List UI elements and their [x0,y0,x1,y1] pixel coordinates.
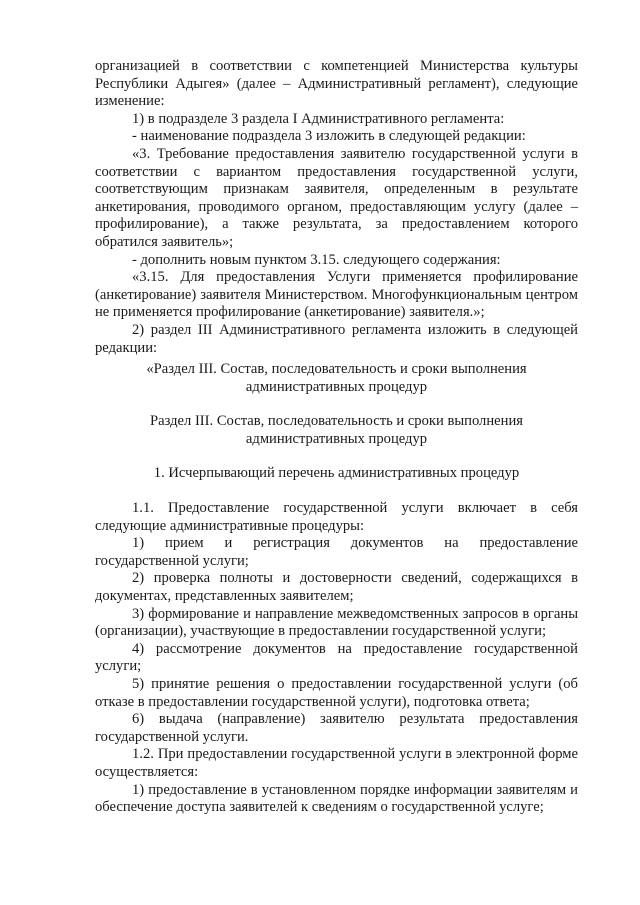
bottom-paragraphs [95,500,578,817]
list-item: 2) проверка полноты и достоверности сведений, содержащихся в документах, представленных заявителем; [95,570,578,605]
list-item: 5) принятие решения о предоставлении государственной услуги (об отказе в предоставлении государственной услуги), подготовка ответа; [95,676,578,710]
paragraph: 1) в подразделе 3 раздела I Административного регламента: [132,110,505,127]
subsection-heading: 1. Исчерпывающий перечень административных процедур [153,465,520,482]
paragraph: 1.2. При предоставлении государственной услуги в электронной форме осуществляется: [95,746,578,780]
paragraph: - дополнить новым пунктом 3.15. следующего содержания: [132,251,501,268]
top-paragraphs [95,58,578,357]
list-item: 1) прием и регистрация документов на предоставление государственной услуги; [95,535,578,569]
paragraph: организацией в соответствии с компетенцией Министерства культуры Республики Адыгея» (далее – Административный регламент), следующие изменение: [95,58,578,110]
paragraph: «3.15. Для предоставления Услуги применяется профилирование (анкетирование) заявителя Министерством. Многофункциональным центром не применяется профилирование (анкетирование) заявителя.»; [95,269,578,321]
paragraph: 2) раздел III Административного регламента изложить в следующей редакции: [95,321,578,356]
paragraph: «3. Требование предоставления заявителю государственной услуги в соответствии с вариантом предоставления государственной услуги, соответствующим признакам заявителя, определенным в результате анкетирования, проводимого органом, предоставляющим услугу (далее – профилирование), а также результата, за предоставлением которого обратился заявитель»; [95,145,578,250]
list-item: 6) выдача (направление) заявителю результата предоставления государственной услуги. [95,711,578,745]
list-item: 4) рассмотрение документов на предоставление государственной услуги; [95,640,578,675]
paragraph: 1.1. Предоставление государственной услуги включает в себя следующие административные процедуры: [95,500,578,534]
list-item: 1) предоставление в установленном порядке информации заявителям и обеспечение доступа заявителей к сведениям о государственной услуге; [95,781,578,816]
quoted-section-heading: «Раздел III. Состав, последовательность и сроки выполнения административных процедур [146,361,527,395]
section-heading: Раздел III. Состав, последовательность и сроки выполнения административных процедур [150,413,523,447]
paragraph: - наименование подраздела 3 изложить в следующей редакции: [132,128,526,145]
list-item: 3) формирование и направление межведомственных запросов в органы (организации), участвующие в предоставлении государственной услуги; [95,605,578,640]
document-page [95,58,578,817]
